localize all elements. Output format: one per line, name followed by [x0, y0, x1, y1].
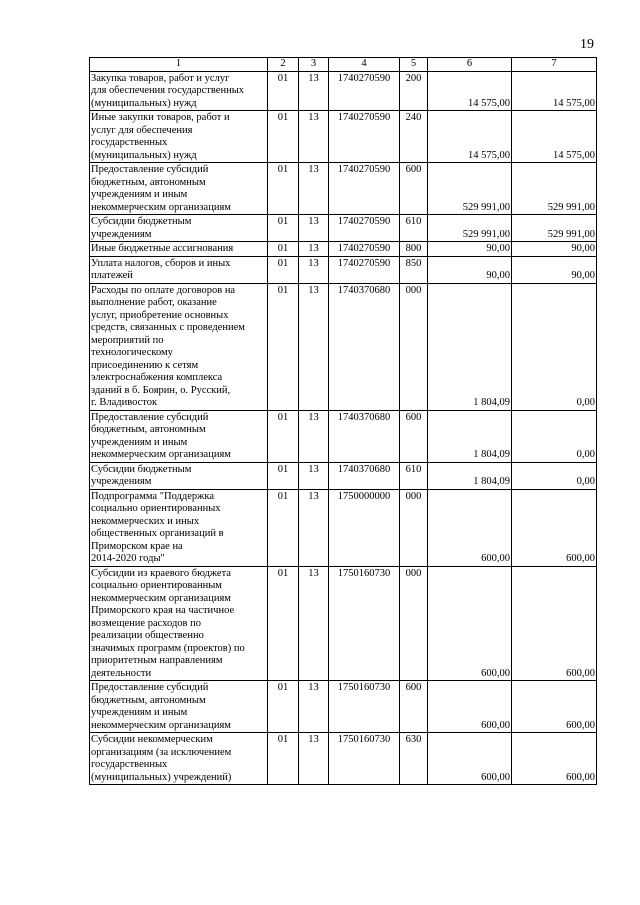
cell-c4: 1740270590 — [329, 256, 400, 283]
row-name-cell: Предоставление субсидий бюджетным, автономным учреждениям и иным некоммерческим организациям — [90, 410, 268, 462]
cell-c6: 600,00 — [428, 489, 512, 566]
row-name-cell: Подпрограмма "Поддержка социально ориентированных некоммерческих и иных общественных организаций в Приморском крае на 2014-2020 годы" — [90, 489, 268, 566]
cell-c2: 01 — [268, 215, 299, 242]
table-row — [90, 111, 597, 163]
cell-c5: 600 — [400, 163, 428, 215]
row-name-cell: Предоставление субсидий бюджетным, автономным учреждениям и иным некоммерческим организациям — [90, 681, 268, 733]
cell-c4: 1740270590 — [329, 215, 400, 242]
cell-c7: 529 991,00 — [512, 163, 597, 215]
cell-c7: 0,00 — [512, 462, 597, 489]
row-name-cell: Предоставление субсидий бюджетным, автономным учреждениям и иным некоммерческим организациям — [90, 163, 268, 215]
cell-c5: 200 — [400, 71, 428, 111]
cell-c2: 01 — [268, 256, 299, 283]
cell-c4: 1740270590 — [329, 242, 400, 257]
cell-c5: 000 — [400, 566, 428, 681]
cell-c5: 610 — [400, 215, 428, 242]
col-header: 6 — [428, 58, 512, 72]
col-header: 2 — [268, 58, 299, 72]
row-name-cell: Субсидии бюджетным учреждениям — [90, 215, 268, 242]
cell-c3: 13 — [299, 163, 329, 215]
cell-c5: 000 — [400, 489, 428, 566]
cell-c6: 1 804,09 — [428, 410, 512, 462]
table-row — [90, 489, 597, 566]
col-header: 1 — [90, 58, 268, 72]
cell-c7: 600,00 — [512, 681, 597, 733]
cell-c2: 01 — [268, 283, 299, 410]
row-name-cell: Иные бюджетные ассигнования — [90, 242, 268, 257]
cell-c3: 13 — [299, 215, 329, 242]
cell-c4: 1740370680 — [329, 283, 400, 410]
table-row — [90, 71, 597, 111]
cell-c3: 13 — [299, 256, 329, 283]
cell-c7: 600,00 — [512, 733, 597, 785]
cell-c3: 13 — [299, 681, 329, 733]
cell-c5: 240 — [400, 111, 428, 163]
cell-c4: 1750000000 — [329, 489, 400, 566]
cell-c2: 01 — [268, 410, 299, 462]
cell-c3: 13 — [299, 111, 329, 163]
row-name-cell: Закупка товаров, работ и услуг для обеспечения государственных (муниципальных) нужд — [90, 71, 268, 111]
table-row — [90, 566, 597, 681]
cell-c6: 600,00 — [428, 733, 512, 785]
row-name-cell: Субсидии некоммерческим организациям (за исключением государственных (муниципальных) учреждений) — [90, 733, 268, 785]
cell-c5: 630 — [400, 733, 428, 785]
cell-c5: 600 — [400, 681, 428, 733]
table-row — [90, 410, 597, 462]
cell-c7: 529 991,00 — [512, 215, 597, 242]
cell-c6: 1 804,09 — [428, 283, 512, 410]
cell-c2: 01 — [268, 462, 299, 489]
cell-c3: 13 — [299, 71, 329, 111]
cell-c6: 600,00 — [428, 681, 512, 733]
cell-c2: 01 — [268, 681, 299, 733]
cell-c3: 13 — [299, 462, 329, 489]
cell-c6: 14 575,00 — [428, 111, 512, 163]
cell-c2: 01 — [268, 163, 299, 215]
cell-c7: 90,00 — [512, 242, 597, 257]
cell-c4: 1750160730 — [329, 733, 400, 785]
cell-c7: 14 575,00 — [512, 111, 597, 163]
cell-c3: 13 — [299, 733, 329, 785]
table-row — [90, 733, 597, 785]
table-row — [90, 163, 597, 215]
col-header: 3 — [299, 58, 329, 72]
cell-c7: 14 575,00 — [512, 71, 597, 111]
table-row — [90, 242, 597, 257]
table-row — [90, 215, 597, 242]
table-row — [90, 462, 597, 489]
page-number: 19 — [580, 37, 594, 52]
row-name-cell: Субсидии из краевого бюджета социально ориентированным некоммерческим организациям Приморского края на частичное возмещение расходов по реализации общественно значимых программ (проектов) по приоритетным направлениям деятельности — [90, 566, 268, 681]
cell-c5: 610 — [400, 462, 428, 489]
cell-c6: 90,00 — [428, 256, 512, 283]
row-name-cell: Иные закупки товаров, работ и услуг для обеспечения государственных (муниципальных) нужд — [90, 111, 268, 163]
row-name-cell: Уплата налогов, сборов и иных платежей — [90, 256, 268, 283]
cell-c5: 850 — [400, 256, 428, 283]
cell-c5: 000 — [400, 283, 428, 410]
cell-c7: 600,00 — [512, 489, 597, 566]
table-row — [90, 681, 597, 733]
cell-c6: 90,00 — [428, 242, 512, 257]
cell-c7: 0,00 — [512, 283, 597, 410]
cell-c2: 01 — [268, 111, 299, 163]
cell-c3: 13 — [299, 489, 329, 566]
cell-c3: 13 — [299, 242, 329, 257]
row-name-cell: Субсидии бюджетным учреждениям — [90, 462, 268, 489]
cell-c7: 90,00 — [512, 256, 597, 283]
cell-c3: 13 — [299, 283, 329, 410]
cell-c2: 01 — [268, 489, 299, 566]
cell-c4: 1750160730 — [329, 566, 400, 681]
cell-c2: 01 — [268, 242, 299, 257]
cell-c7: 600,00 — [512, 566, 597, 681]
cell-c6: 1 804,09 — [428, 462, 512, 489]
col-header: 7 — [512, 58, 597, 72]
cell-c4: 1740270590 — [329, 71, 400, 111]
cell-c6: 600,00 — [428, 566, 512, 681]
cell-c6: 14 575,00 — [428, 71, 512, 111]
table-row — [90, 283, 597, 410]
cell-c4: 1750160730 — [329, 681, 400, 733]
cell-c6: 529 991,00 — [428, 163, 512, 215]
cell-c4: 1740370680 — [329, 410, 400, 462]
cell-c6: 529 991,00 — [428, 215, 512, 242]
cell-c2: 01 — [268, 566, 299, 681]
col-header: 4 — [329, 58, 400, 72]
cell-c7: 0,00 — [512, 410, 597, 462]
cell-c3: 13 — [299, 410, 329, 462]
header-row — [90, 58, 597, 72]
cell-c5: 600 — [400, 410, 428, 462]
cell-c4: 1740370680 — [329, 462, 400, 489]
row-name-cell: Расходы по оплате договоров на выполнение работ, оказание услуг, приобретение основных средств, связанных с проведением мероприятий по технологическому присоединению к сетям электроснабжения комплекса зданий в б. Боярин, о. Русский, г. Владивосток — [90, 283, 268, 410]
cell-c2: 01 — [268, 71, 299, 111]
cell-c3: 13 — [299, 566, 329, 681]
cell-c4: 1740270590 — [329, 111, 400, 163]
col-header: 5 — [400, 58, 428, 72]
cell-c5: 800 — [400, 242, 428, 257]
cell-c4: 1740270590 — [329, 163, 400, 215]
cell-c2: 01 — [268, 733, 299, 785]
budget-table — [89, 57, 597, 785]
table-row — [90, 256, 597, 283]
